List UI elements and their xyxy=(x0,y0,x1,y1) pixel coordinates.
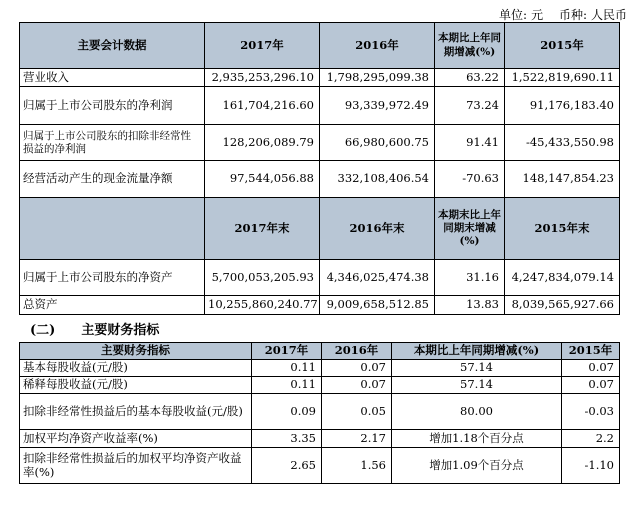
header-cell: 本期比上年同期增减(%) xyxy=(392,343,562,360)
header-cell: 本期比上年同期增减(%) xyxy=(435,23,505,69)
value-cell: 97,544,056.88 xyxy=(205,161,320,198)
accounting-data-table xyxy=(19,22,620,315)
change-cell: 31.16 xyxy=(435,260,505,296)
header-cell: 2015年末 xyxy=(505,198,620,260)
header-cell: 2016年 xyxy=(322,343,392,360)
table-row xyxy=(20,430,620,448)
value-cell: 91,176,183.40 xyxy=(505,87,620,125)
value-cell: 66,980,600.75 xyxy=(320,125,435,161)
section-title: 主要财务指标 xyxy=(81,323,160,338)
row-label: 总资产 xyxy=(20,296,205,315)
table-row xyxy=(20,87,620,125)
currency-label: 币种: xyxy=(558,8,587,22)
value-cell: 1.56 xyxy=(322,448,392,484)
value-cell: 0.11 xyxy=(252,377,322,394)
table-header-row xyxy=(20,23,620,69)
financial-indicators-table xyxy=(19,342,620,484)
value-cell: -1.10 xyxy=(562,448,620,484)
change-cell: 57.14 xyxy=(392,377,562,394)
value-cell: 0.07 xyxy=(562,377,620,394)
value-cell: 8,039,565,927.66 xyxy=(505,296,620,315)
value-cell: 0.11 xyxy=(252,360,322,377)
unit-label: 单位: xyxy=(499,8,528,22)
row-label: 基本每股收益(元/股) xyxy=(20,360,252,377)
value-cell: 2,935,253,296.10 xyxy=(205,69,320,87)
value-cell: 148,147,854.23 xyxy=(505,161,620,198)
table-row xyxy=(20,394,620,430)
unit-value: 元 xyxy=(531,8,544,22)
row-label: 扣除非经常性损益后的基本每股收益(元/股) xyxy=(20,394,252,430)
header-cell: 2017年 xyxy=(252,343,322,360)
header-cell: 2017年 xyxy=(205,23,320,69)
value-cell: 2.65 xyxy=(252,448,322,484)
row-label: 加权平均净资产收益率(%) xyxy=(20,430,252,448)
row-label: 归属于上市公司股东的净利润 xyxy=(20,87,205,125)
table-header-row xyxy=(20,343,620,360)
table-row xyxy=(20,296,620,315)
value-cell: 332,108,406.54 xyxy=(320,161,435,198)
value-cell: 3.35 xyxy=(252,430,322,448)
value-cell: 0.07 xyxy=(322,377,392,394)
value-cell: 1,798,295,099.38 xyxy=(320,69,435,87)
header-cell: 本期末比上年同期末增减(%) xyxy=(435,198,505,260)
section-number: (二) xyxy=(30,323,56,338)
value-cell: 93,339,972.49 xyxy=(320,87,435,125)
table-row xyxy=(20,448,620,484)
table-row xyxy=(20,161,620,198)
value-cell: 4,346,025,474.38 xyxy=(320,260,435,296)
header-cell: 主要会计数据 xyxy=(20,23,205,69)
value-cell: 0.05 xyxy=(322,394,392,430)
row-label: 归属于上市公司股东的净资产 xyxy=(20,260,205,296)
table-header-row xyxy=(20,198,620,260)
header-cell: 2016年末 xyxy=(320,198,435,260)
row-label: 稀释每股收益(元/股) xyxy=(20,377,252,394)
row-label: 扣除非经常性损益后的加权平均净资产收益率(%) xyxy=(20,448,252,484)
value-cell: 9,009,658,512.85 xyxy=(320,296,435,315)
header-cell: 主要财务指标 xyxy=(20,343,252,360)
table-row xyxy=(20,360,620,377)
table-row xyxy=(20,377,620,394)
row-label: 经营活动产生的现金流量净额 xyxy=(20,161,205,198)
header-cell: 2017年末 xyxy=(205,198,320,260)
table-row xyxy=(20,69,620,87)
row-label: 营业收入 xyxy=(20,69,205,87)
change-cell: 73.24 xyxy=(435,87,505,125)
value-cell: 2.2 xyxy=(562,430,620,448)
value-cell: 4,247,834,079.14 xyxy=(505,260,620,296)
change-cell: 57.14 xyxy=(392,360,562,377)
value-cell: -45,433,550.98 xyxy=(505,125,620,161)
value-cell: 2.17 xyxy=(322,430,392,448)
currency-value: 人民币 xyxy=(590,8,627,22)
value-cell: 5,700,053,205.93 xyxy=(205,260,320,296)
change-cell: 13.83 xyxy=(435,296,505,315)
table-row xyxy=(20,125,620,161)
value-cell: 10,255,860,240.77 xyxy=(205,296,320,315)
value-cell: -0.03 xyxy=(562,394,620,430)
header-cell: 2015年 xyxy=(505,23,620,69)
change-cell: 91.41 xyxy=(435,125,505,161)
change-cell: 80.00 xyxy=(392,394,562,430)
value-cell: 0.07 xyxy=(562,360,620,377)
change-cell: -70.63 xyxy=(435,161,505,198)
value-cell: 128,206,089.79 xyxy=(205,125,320,161)
change-cell: 增加1.18个百分点 xyxy=(392,430,562,448)
value-cell: 0.09 xyxy=(252,394,322,430)
section-heading xyxy=(30,319,159,338)
value-cell: 0.07 xyxy=(322,360,392,377)
unit-line xyxy=(495,6,627,23)
row-label: 归属于上市公司股东的扣除非经常性损益的净利润 xyxy=(20,125,205,161)
header-cell xyxy=(20,198,205,260)
value-cell: 161,704,216.60 xyxy=(205,87,320,125)
value-cell: 1,522,819,690.11 xyxy=(505,69,620,87)
header-cell: 2015年 xyxy=(562,343,620,360)
change-cell: 增加1.09个百分点 xyxy=(392,448,562,484)
header-cell: 2016年 xyxy=(320,23,435,69)
table-row xyxy=(20,260,620,296)
change-cell: 63.22 xyxy=(435,69,505,87)
